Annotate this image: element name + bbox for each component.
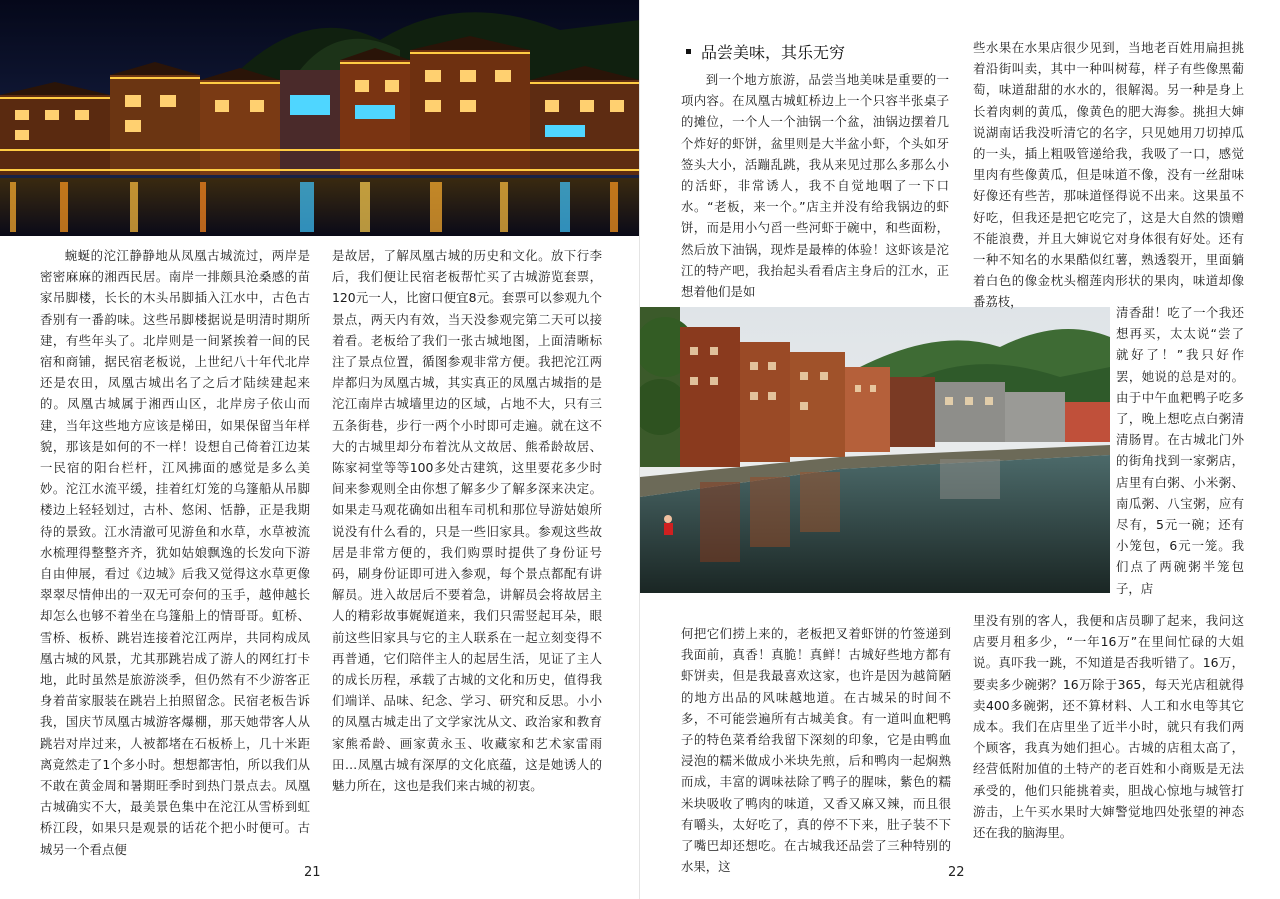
section-title-text: 品尝美味，其乐无穷 [701, 43, 846, 62]
page-number: 22 [948, 865, 965, 880]
daytime-town-photo [640, 307, 1110, 593]
left-column-2-text: 是故居，了解凤凰古城的历史和文化。放下行李后，我们便让民宿老板帮忙买了古城游览套票，120元一人，比窗口便宜8元。套票可以参观九个景点，两天内有效，当天没参观完第二天可以接着看。老板给了我们一张古城地图，上面清晰标注了景点位置，循图参观非常方便。我把沱江两岸都归为凤凰古城，其实真正的凤凰古城指的是沱江南岸古城墙里边的区域，占地不大，只有三五条街巷，步行一两个小时即可走遍。就在这不大的古城里却分布着沈从文故居、熊希龄故居、陈家祠堂等等100多处古建筑，这里要花多少时间来参观则全由你想了解多少了解多深来决定。如果走马观花确如出租车司机和那位导游姑娘所说没有什么看的，只是一些旧家具。参观这些故居是非常方便的，我们购票时提供了身份证号码，刷身份证即可进入参观，每个景点都配有讲解员。进入故居后不要着急，讲解员会将故居主人的精彩故事娓娓道来，我们只需竖起耳朵，眼前这些旧家具与它的主人联系在一起立刻变得不再普通，它们陪伴主人的起居生活，见证了主人的成长历程，承载了古城的文化和历史，值得我们端详、品味、纪念、学习、研究和反思。小小的凤凰古城走出了文学家沈从文、政治家和教育家熊希龄、画家黄永玉、收藏家和艺术家雷雨田…凤凰古城有深厚的文化底蕴，这是她诱人的魅力所在，这也是我们来古城的初衷。 [332, 248, 602, 794]
left-column-1-text: 蜿蜒的沱江静静地从凤凰古城流过，两岸是密密麻麻的湘西民居。南岸一排颇具沧桑感的苗家吊脚楼，长长的木头吊脚插入江水中，古色古香别有一番韵味。这些吊脚楼据说是明清时期所建，有些年头了。北岸则是一间紧挨着一间的民宿和商铺，据民宿老板说，上世纪八十年代北岸还是农田，凤凰古城出名了之后才陆续建起来的。凤凰古城属于湘西山区，北岸房子依山而建，当年这些地方应该是梯田，如果保留当年样貌，那该是如何的不一样！设想自己倚着江边某一民宿的阳台栏杆，江风拂面的感觉是多么美妙。沱江水流平缓，挂着红灯笼的乌篷船从吊脚楼边上轻轻划过，古朴、悠闲、恬静，正是我期待的景致。江水清澈可见游鱼和水草，水草被流水梳理得整整齐齐，犹如姑娘飘逸的长发向下游自由伸展，看过《边城》后我又觉得这水草更像翠翠尽情伸出的一双无可奈何的玉手，越伸越长却怎么也够不着坐在乌篷船上的情哥哥。虹桥、雪桥、板桥、跳岩连接着沱江两岸，共同构成凤凰古城的风景，尤其那跳岩成了游人的网红打卡地，此时虽然是旅游淡季，但仍然有不少游客正身着苗家服装在跳岩上拍照留念。民宿老板告诉我，国庆节凤凰古城游客爆棚，那天她带客人从跳岩对岸过来，人被都堵在石板桥上，几十米距离竟然走了1个多小时。想想都害怕，所以我们从不敢在黄金周和暑期旺季时到热门景点去。凤凰古城确实不大，最美景色集中在沱江从雪桥到虹桥江段，如果只是观景的话花个把小时便可。古城另一个看点便 [40, 248, 310, 857]
bullet-icon [686, 49, 691, 54]
section-title [686, 40, 845, 63]
right-column-1-top-text: 到一个地方旅游，品尝当地美味是重要的一项内容。在凤凰古城虹桥边上一个只容半张桌子的摊位，一个人一个油锅一个盆，油锅边摆着几个炸好的虾饼，盆里则是大半盆小虾，个头如牙签头大小，活蹦乱跳，我从来见过那么多那么小的活虾，非常诱人，我不自觉地咽了一下口水。“老板，来一个。”店主并没有给我锅边的虾饼，而是用小勺舀一些河虾于碗中，和些面粉，然后放下油锅，现炸是最棒的体验！这虾该是沱江的特产吧，我抬起头看看店主身后的江水，正想着他们是如 [681, 72, 949, 300]
right-column-2-top-text: 些水果在水果店很少见到，当地老百姓用扁担挑着沿街叫卖，其中一种叫树莓，样子有些像黑葡萄，味道甜甜的水水的，很解渴。另一种是身上长着肉刺的黄瓜，像黄色的肥大海参。挑担大婶说湖南话我没听清它的名字，只见她用刀切掉瓜的一头，插上粗吸管递给我，我吸了一口，感觉里肉有些像黄瓜，但是味道不像，没有一丝甜味好像还有些苦，那味道怪得说不出来。这果虽不好吃，但我还是把它吃完了，这是大自然的馈赠不能浪费，并且大婶说它对身体很有好处。还有一种不知名的水果酷似红薯，熟透裂开，里面躺着白色的像金枕头榴莲肉形状的果肉，味道却像番荔枝， [973, 40, 1244, 310]
right-column-2-wrap-text: 清香甜！吃了一个我还想再买，太太说“尝了就好了！”我只好作罢，她说的总是对的。由于中午血粑鸭子吃多了，晚上想吃点白粥清清肠胃。在古城北门外的街角找到一家粥店，店里有白粥、小米粥、南瓜粥、八宝粥，应有尽有，5元一碗；还有小笼包，6元一笼。我们点了两碗粥半笼包子，店 [1116, 305, 1244, 596]
night-town-photo [0, 0, 640, 236]
page-number: 21 [304, 865, 321, 880]
right-column-1-bottom-text: 何把它们捞上来的，老板把叉着虾饼的竹签递到我面前，真香！真脆！真鲜！古城好些地方都有虾饼卖，但是我最喜欢这家，也许是因为越简陋的地方出品的风味越地道。在古城呆的时间不多，不可能尝遍所有古城美食。有一道叫血粑鸭子的特色菜肴给我留下深刻的印象，它是由鸭血浸泡的糯米做成小米块先煎，后和鸭肉一起焖熟而成，丰富的调味祛除了鸭子的腥味，紫色的糯米块吸收了鸭肉的味道，又香又麻又辣，而且很有嚼头，太好吃了，真的停不下来，肚子装不下了嘴巴却还想吃。在古城我还品尝了三种特别的水果，这 [681, 626, 951, 875]
right-column-2-bottom-text: 里没有别的客人，我便和店员聊了起来，我问这店要月租多少，“一年16万”在里间忙碌的大姐说。真吓我一跳，不知道是否我听错了。16万，要卖多少碗粥？16万除于365，每天光店租就得卖400多碗粥，还不算材料、人工和水电等其它成本。我们在店里坐了近半小时，就只有我们两个顾客，我真为她们担心。古城的店租太高了，经营低附加值的土特产的老百姓和小商贩是无法承受的，他们只能挑着卖，胆战心惊地与城管打游击，上午买水果时大婶警觉地四处张望的神态还在我的脑海里。 [973, 613, 1244, 841]
right-page [640, 0, 1280, 899]
